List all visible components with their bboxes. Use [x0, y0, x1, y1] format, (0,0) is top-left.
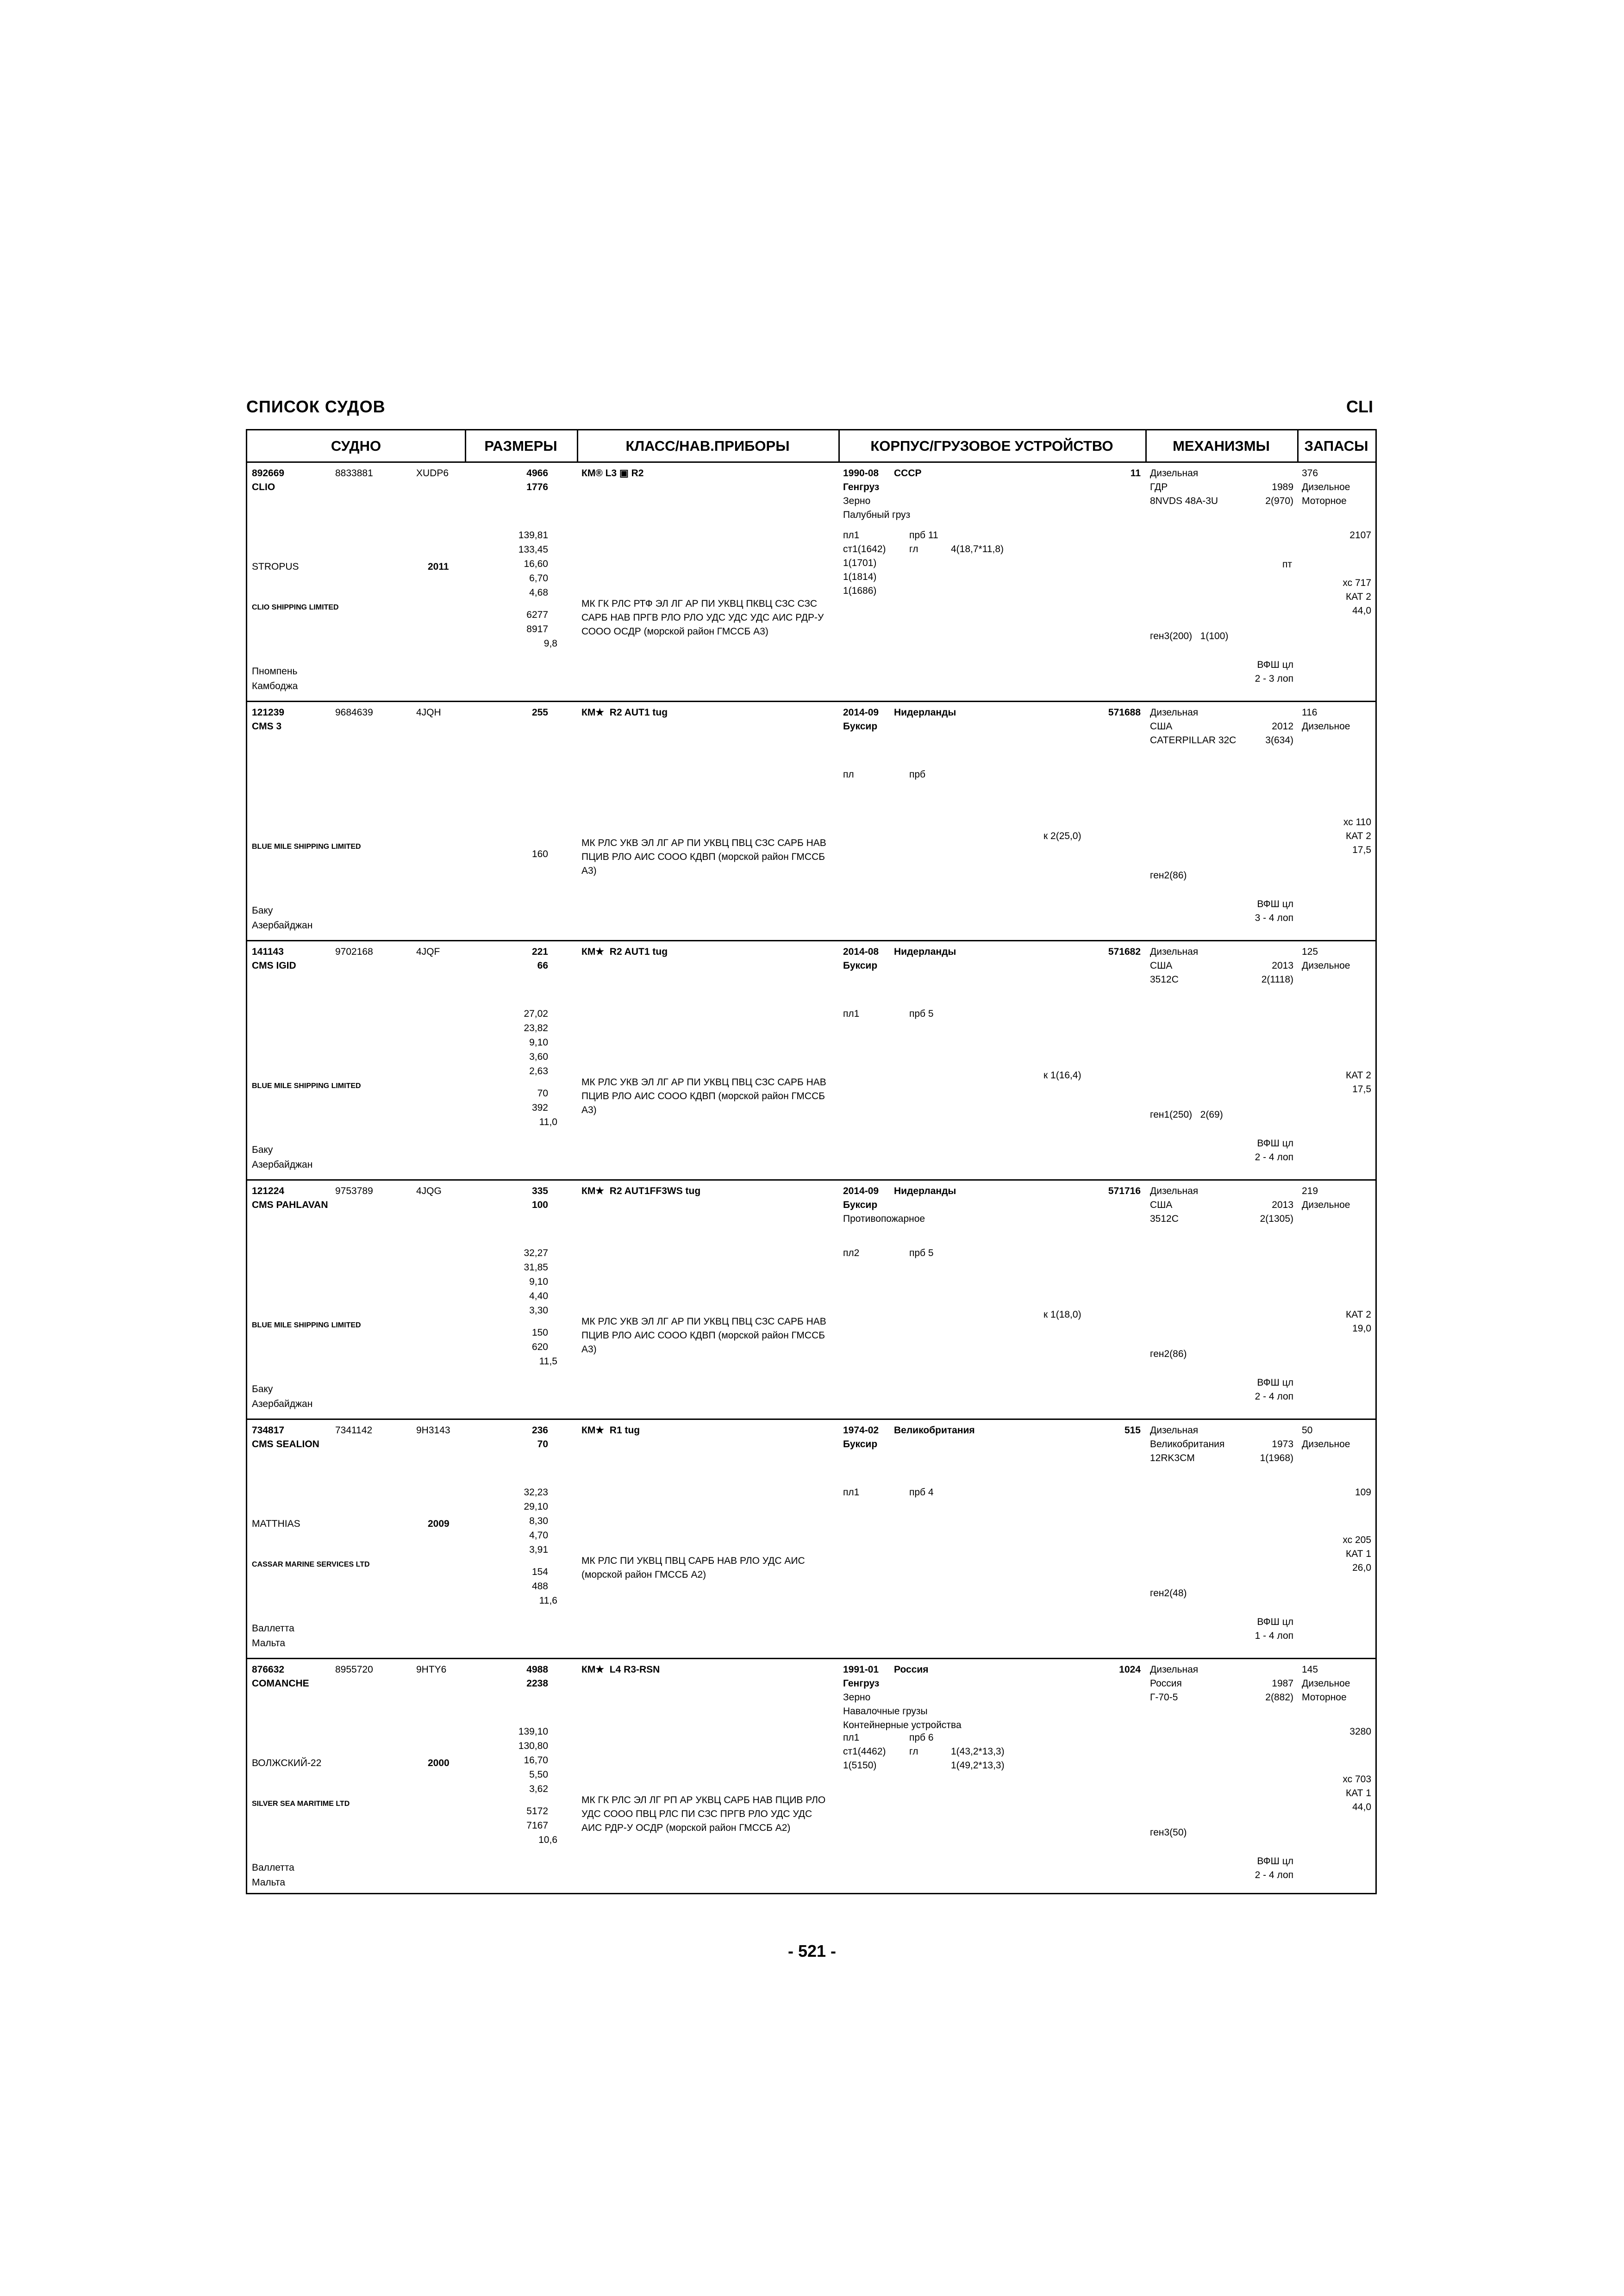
former-name: STROPUS — [252, 561, 299, 572]
owner-name: SILVER SEA MARITIME LTD — [252, 1800, 350, 1808]
supply-xc: 17,5 — [1352, 845, 1371, 855]
net-tonnage: 100 — [531, 1200, 548, 1210]
deadweight-value: 6277 — [526, 610, 548, 620]
col-dimensions: РАЗМЕРЫ — [465, 430, 577, 463]
build-date: 1990-08 — [843, 468, 879, 479]
supply-xc: КАТ 2 — [1346, 831, 1371, 841]
engine-power: 2(1305) — [1260, 1213, 1293, 1224]
engine-power: 2(1118) — [1261, 974, 1293, 985]
dimension-value: 8,30 — [529, 1516, 548, 1526]
net-tonnage: 66 — [537, 960, 548, 971]
propeller-type: ВФШ цл — [1257, 1377, 1293, 1388]
build-date: 1991-01 — [843, 1664, 879, 1675]
hull-type: Генгруз — [843, 1678, 880, 1689]
hatch-info: прб 5 — [909, 1248, 934, 1258]
hull-type: Генгруз — [843, 482, 880, 492]
machinery-info: ГДР — [1150, 482, 1168, 492]
crane-info: к 1(16,4) — [1043, 1070, 1081, 1081]
col-hull: КОРПУС/ГРУЗОВОЕ УСТРОЙСТВО — [838, 430, 1145, 463]
machinery-info: Великобритания — [1150, 1439, 1225, 1450]
home-port: Баку — [252, 1145, 273, 1155]
former-name: ВОЛЖСКИЙ-22 — [252, 1758, 322, 1768]
hatch-info: прб 11 — [909, 530, 938, 541]
class-notation: КМ® L3 ▣ R2 — [581, 468, 644, 479]
deadweight-value: 160 — [531, 849, 548, 859]
registry-number: 121239 — [252, 707, 285, 718]
dimension-value: 32,23 — [524, 1487, 548, 1498]
engine-year: 1973 — [1272, 1439, 1293, 1450]
dimension-value: 32,27 — [524, 1248, 548, 1258]
dimension-value: 3,62 — [529, 1784, 548, 1794]
vessel-name: COMANCHE — [252, 1678, 309, 1689]
build-country: Нидерланды — [894, 946, 956, 957]
build-date: 2014-09 — [843, 707, 879, 718]
net-tonnage: 2238 — [526, 1678, 548, 1689]
build-date: 2014-08 — [843, 946, 879, 957]
page-header-code: CLI — [1346, 397, 1373, 416]
dimension-value: 16,70 — [524, 1755, 548, 1766]
engine-year: 2012 — [1272, 721, 1293, 732]
hatch-info: прб 4 — [909, 1487, 934, 1498]
dimension-value: 5,50 — [529, 1769, 548, 1780]
machinery-info: США — [1150, 960, 1173, 971]
deck-info: пл1 — [843, 1487, 860, 1498]
imo-number: 9702168 — [335, 946, 373, 957]
hatch-info: прб 5 — [909, 1008, 934, 1019]
supply-value: Дизельное — [1302, 1439, 1350, 1450]
nav-equipment: МК РЛС УКВ ЭЛ ЛГ АР ПИ УКВЦ ПВЦ СЗС САРБ НАВ ПЦИВ РЛО АИС СООО КДВП (морской район ГМССБ А3) — [581, 1077, 826, 1115]
machinery-info: CATERPILLAR 32C — [1150, 735, 1237, 746]
registry-number: 876632 — [252, 1664, 285, 1675]
propeller-type: ВФШ цл — [1257, 1617, 1293, 1627]
dimension-value: 4,68 — [529, 587, 548, 598]
supply-xc: КАТ 2 — [1346, 1070, 1371, 1081]
net-tonnage: 70 — [537, 1439, 548, 1450]
propeller-blades: 3 - 4 лоп — [1255, 913, 1293, 923]
yard-number: 571688 — [1108, 707, 1141, 718]
machinery-info: Дизельная — [1150, 1186, 1199, 1196]
displacement-value: 8917 — [526, 624, 548, 635]
col-class: КЛАСС/НАВ.ПРИБОРЫ — [577, 430, 838, 463]
deck-info: 1(1814) — [843, 572, 877, 582]
supply-value: 50 — [1302, 1425, 1313, 1436]
vessel-name: CMS 3 — [252, 721, 282, 732]
deck-info: ст1(1642) — [843, 544, 886, 554]
registry-number: 734817 — [252, 1425, 285, 1436]
engine-power: 2(970) — [1265, 496, 1293, 506]
flag-state: Камбоджа — [252, 681, 298, 691]
yard-number: 515 — [1124, 1425, 1141, 1436]
ship-record — [247, 1420, 1375, 1659]
cargo-gear: 4(18,7*11,8) — [951, 544, 1004, 554]
flag-state: Мальта — [252, 1638, 286, 1649]
machinery-info: Дизельная — [1150, 468, 1199, 479]
machinery-info: 12RK3CM — [1150, 1453, 1195, 1463]
supply-pt: пт — [1282, 559, 1292, 570]
cargo-gear: 1(49,2*13,3) — [951, 1760, 1005, 1771]
callsign: 9H3143 — [416, 1425, 450, 1436]
supply-value: Дизельное — [1302, 721, 1350, 732]
supply-xc: КАТ 1 — [1346, 1549, 1371, 1559]
generator-info: ген2(86) — [1150, 1349, 1187, 1359]
dimension-value: 16,60 — [524, 559, 548, 569]
dimension-value: 133,45 — [518, 544, 548, 555]
propeller-blades: 2 - 4 лоп — [1255, 1152, 1293, 1163]
ship-record — [247, 463, 1375, 702]
dimension-value: 4,70 — [529, 1530, 548, 1541]
hatch-info: гл — [909, 544, 918, 554]
hull-type: Противопожарное — [843, 1213, 925, 1224]
dimension-value: 9,10 — [529, 1037, 548, 1048]
class-notation: КМ★ R2 AUT1 tug — [581, 707, 668, 718]
imo-number: 9684639 — [335, 707, 373, 718]
col-vessel: СУДНО — [247, 430, 465, 463]
col-supplies: ЗАПАСЫ — [1297, 430, 1375, 463]
flag-state: Мальта — [252, 1877, 286, 1888]
supply-value: Моторное — [1302, 1692, 1347, 1703]
page-number: - 521 - — [787, 1941, 837, 1960]
dimension-value: 130,80 — [518, 1741, 548, 1751]
deadweight-value: 150 — [531, 1327, 548, 1338]
supply-value: 376 — [1302, 468, 1318, 479]
hull-type: Палубный груз — [843, 510, 911, 520]
dimension-value: 139,81 — [518, 530, 548, 541]
generator-info: ген3(200) 1(100) — [1150, 631, 1229, 641]
home-port: Валлетта — [252, 1623, 294, 1634]
nav-equipment: МК РЛС УКВ ЭЛ ЛГ АР ПИ УКВЦ ПВЦ СЗС САРБ НАВ ПЦИВ РЛО АИС СООО КДВП (морской район ГМССБ А3) — [581, 1316, 826, 1355]
propeller-blades: 2 - 3 лоп — [1255, 673, 1293, 684]
former-name-year: 2011 — [428, 561, 449, 572]
supply-value: 145 — [1302, 1664, 1318, 1675]
propeller-blades: 2 - 4 лоп — [1255, 1391, 1293, 1402]
dimension-value: 29,10 — [524, 1501, 548, 1512]
engine-year: 2013 — [1272, 1200, 1293, 1210]
displacement-value: 392 — [531, 1102, 548, 1113]
dimension-value: 4,40 — [529, 1291, 548, 1301]
supply-value: Дизельное — [1302, 960, 1350, 971]
supply-value: Моторное — [1302, 496, 1347, 506]
imo-number: 8833881 — [335, 468, 373, 479]
speed-value: 11,0 — [539, 1117, 557, 1127]
speed-value: 11,6 — [539, 1595, 557, 1606]
gross-tonnage: 236 — [531, 1425, 548, 1436]
engine-power: 1(1968) — [1260, 1453, 1293, 1463]
flag-state: Азербайджан — [252, 1399, 313, 1409]
ship-record — [247, 1181, 1375, 1420]
deadweight-value: 70 — [537, 1088, 548, 1099]
supply-xc: хс 205 — [1343, 1535, 1371, 1545]
former-name: MATTHIAS — [252, 1518, 300, 1529]
speed-value: 11,5 — [539, 1356, 557, 1367]
build-date: 1974-02 — [843, 1425, 879, 1436]
hull-type: Зерно — [843, 1692, 871, 1703]
dimension-value: 3,60 — [529, 1052, 548, 1062]
propeller-type: ВФШ цл — [1257, 899, 1293, 909]
ship-list-table — [246, 429, 1377, 1894]
flag-state: Азербайджан — [252, 920, 313, 931]
supply-xc: 26,0 — [1352, 1562, 1371, 1573]
ship-record — [247, 941, 1375, 1181]
machinery-info: Дизельная — [1150, 946, 1199, 957]
supply-xc: КАТ 2 — [1346, 591, 1371, 602]
build-country: Великобритания — [894, 1425, 975, 1436]
propeller-type: ВФШ цл — [1257, 1856, 1293, 1867]
col-machinery: МЕХАНИЗМЫ — [1145, 430, 1297, 463]
registry-number: 141143 — [252, 946, 284, 957]
machinery-info: США — [1150, 1200, 1173, 1210]
crane-info: к 1(18,0) — [1043, 1309, 1081, 1320]
build-country: Нидерланды — [894, 707, 956, 718]
registry-number: 892669 — [252, 468, 285, 479]
supply-xc: 17,5 — [1352, 1084, 1371, 1095]
vessel-name: CMS PAHLAVAN — [252, 1200, 328, 1210]
deck-info: 1(1701) — [843, 558, 877, 568]
class-notation: КМ★ R2 AUT1 tug — [581, 946, 668, 957]
displacement-value: 7167 — [526, 1820, 548, 1831]
gross-tonnage: 255 — [531, 707, 548, 718]
generator-info: ген3(50) — [1150, 1827, 1187, 1838]
cargo-gear: 1(43,2*13,3) — [951, 1746, 1005, 1757]
hull-type: Контейнерные устройства — [843, 1720, 962, 1730]
generator-info: ген2(48) — [1150, 1588, 1187, 1599]
yard-number: 1024 — [1119, 1664, 1141, 1675]
supply-value: Дизельное — [1302, 482, 1350, 492]
home-port: Баку — [252, 905, 273, 916]
vessel-name: CMS IGID — [252, 960, 296, 971]
supply-xc: 19,0 — [1352, 1323, 1371, 1334]
speed-value: 10,6 — [538, 1835, 557, 1845]
hull-type: Зерно — [843, 496, 871, 506]
supply-value: Дизельное — [1302, 1200, 1350, 1210]
machinery-info: Дизельная — [1150, 1425, 1199, 1436]
dimension-value: 139,10 — [518, 1726, 548, 1737]
hull-type: Навалочные грузы — [843, 1706, 928, 1717]
dimension-value: 31,85 — [524, 1262, 548, 1273]
gross-tonnage: 335 — [531, 1186, 548, 1196]
supply-value: 125 — [1302, 946, 1318, 957]
build-country: Россия — [894, 1664, 929, 1675]
registry-number: 121224 — [252, 1186, 285, 1196]
deadweight-value: 154 — [531, 1567, 548, 1577]
dimension-value: 2,63 — [529, 1066, 548, 1076]
hull-type: Буксир — [843, 960, 878, 971]
supply-xc: хс 703 — [1343, 1774, 1371, 1785]
dimension-value: 3,30 — [529, 1305, 548, 1316]
build-country: Нидерланды — [894, 1186, 956, 1196]
gross-tonnage: 4988 — [526, 1664, 548, 1675]
hull-type: Буксир — [843, 721, 878, 732]
deck-info: пл2 — [843, 1248, 860, 1258]
machinery-info: 8NVDS 48A-3U — [1150, 496, 1218, 506]
supply-xc: 44,0 — [1352, 1802, 1371, 1812]
engine-year: 1989 — [1272, 482, 1293, 492]
supply-value: 219 — [1302, 1186, 1318, 1196]
class-notation: КМ★ R2 AUT1FF3WS tug — [581, 1186, 701, 1196]
machinery-info: Г-70-5 — [1150, 1692, 1178, 1703]
deck-info: ст1(4462) — [843, 1746, 886, 1757]
gross-tonnage: 4966 — [526, 468, 548, 479]
dimension-value: 6,70 — [529, 573, 548, 584]
propeller-blades: 1 - 4 лоп — [1255, 1630, 1293, 1641]
flag-state: Азербайджан — [252, 1159, 313, 1170]
dimension-value: 9,10 — [529, 1276, 548, 1287]
owner-name: CASSAR MARINE SERVICES LTD — [252, 1561, 370, 1568]
deadweight-value: 5172 — [526, 1806, 548, 1817]
hull-type: Буксир — [843, 1200, 878, 1210]
gross-tonnage: 221 — [531, 946, 548, 957]
displacement-value: 620 — [531, 1342, 548, 1352]
nav-equipment: МК ГК РЛС РТФ ЭЛ ЛГ АР ПИ УКВЦ ПКВЦ СЗС СЗС САРБ НАВ ПРГВ РЛО РЛО УДС УДС УДС АИС РДР-У СООО ОСДР (морской район ГМССБ А3) — [581, 598, 824, 637]
build-date: 2014-09 — [843, 1186, 879, 1196]
owner-name: BLUE MILE SHIPPING LIMITED — [252, 843, 361, 851]
engine-power: 2(882) — [1265, 1692, 1293, 1703]
page-header-title: СПИСОК СУДОВ — [246, 397, 386, 416]
build-country: СССР — [894, 468, 922, 479]
crane-info: к 2(25,0) — [1043, 831, 1081, 841]
machinery-info: Россия — [1150, 1678, 1182, 1689]
nav-equipment: МК ГК РЛС ЭЛ ЛГ РП АР УКВЦ САРБ НАВ ПЦИВ РЛО УДС СООО ПВЦ РЛС ПИ СЗС ПРГВ РЛО УДС УДС АИС РДР-У ОСДР (морской район ГМССБ А2) — [581, 1795, 826, 1833]
home-port: Пномпень — [252, 666, 298, 677]
net-tonnage: 1776 — [526, 482, 548, 492]
former-name-year: 2000 — [428, 1758, 450, 1768]
vessel-name: CLIO — [252, 482, 275, 492]
hatch-info: прб 6 — [909, 1732, 934, 1743]
generator-info: ген2(86) — [1150, 870, 1187, 881]
owner-name: CLIO SHIPPING LIMITED — [252, 604, 339, 611]
machinery-info: Дизельная — [1150, 707, 1199, 718]
supply-value: Дизельное — [1302, 1678, 1350, 1689]
dimension-value: 27,02 — [524, 1008, 548, 1019]
supply-xc: хс 110 — [1343, 817, 1371, 828]
machinery-info: 3512C — [1150, 1213, 1179, 1224]
callsign: 9HTY6 — [416, 1664, 447, 1675]
machinery-info: США — [1150, 721, 1173, 732]
engine-power: 3(634) — [1265, 735, 1293, 746]
hatch-info: прб — [909, 769, 926, 780]
supply-xc: КАТ 1 — [1346, 1788, 1371, 1798]
propeller-blades: 2 - 4 лоп — [1255, 1870, 1293, 1880]
hatch-info: гл — [909, 1746, 918, 1757]
deck-info: пл1 — [843, 530, 860, 541]
deck-info: 1(1686) — [843, 585, 877, 596]
supply-value: 116 — [1302, 707, 1318, 718]
yard-number: 571682 — [1108, 946, 1141, 957]
owner-name: BLUE MILE SHIPPING LIMITED — [252, 1082, 361, 1090]
home-port: Валлетта — [252, 1862, 294, 1873]
vessel-name: CMS SEALION — [252, 1439, 319, 1450]
supply-capacity: 3280 — [1349, 1726, 1371, 1737]
imo-number: 9753789 — [335, 1186, 373, 1196]
propeller-type: ВФШ цл — [1257, 660, 1293, 670]
deck-info: пл1 — [843, 1732, 860, 1743]
supply-xc: КАТ 2 — [1346, 1309, 1371, 1320]
owner-name: BLUE MILE SHIPPING LIMITED — [252, 1321, 361, 1329]
supply-capacity: 2107 — [1349, 530, 1371, 541]
machinery-info: Дизельная — [1150, 1664, 1199, 1675]
imo-number: 8955720 — [335, 1664, 373, 1675]
nav-equipment: МК РЛС УКВ ЭЛ ЛГ АР ПИ УКВЦ ПВЦ СЗС САРБ НАВ ПЦИВ РЛО АИС СООО КДВП (морской район ГМССБ А3) — [581, 838, 826, 876]
supply-xc: 44,0 — [1352, 605, 1371, 616]
callsign: 4JQF — [416, 946, 440, 957]
class-notation: КМ★ L4 R3-RSN — [581, 1664, 660, 1675]
imo-number: 7341142 — [335, 1425, 373, 1436]
deck-info: 1(5150) — [843, 1760, 877, 1771]
machinery-info: 3512C — [1150, 974, 1179, 985]
propeller-type: ВФШ цл — [1257, 1138, 1293, 1149]
deck-info: пл — [843, 769, 854, 780]
yard-number: 571716 — [1108, 1186, 1141, 1196]
supply-xc: хс 717 — [1343, 578, 1371, 588]
yard-number: 11 — [1130, 468, 1141, 479]
deck-info: пл1 — [843, 1008, 860, 1019]
engine-year: 1987 — [1272, 1678, 1293, 1689]
callsign: 4JQH — [416, 707, 441, 718]
displacement-value: 488 — [531, 1581, 548, 1592]
ship-record — [247, 1659, 1375, 1898]
home-port: Баку — [252, 1384, 273, 1394]
callsign: 4JQG — [416, 1186, 442, 1196]
class-notation: КМ★ R1 tug — [581, 1425, 640, 1436]
generator-info: ген1(250) 2(69) — [1150, 1109, 1223, 1120]
supply-capacity: 109 — [1355, 1487, 1371, 1498]
speed-value: 9,8 — [543, 638, 557, 649]
former-name-year: 2009 — [428, 1518, 450, 1529]
engine-year: 2013 — [1272, 960, 1293, 971]
nav-equipment: МК РЛС ПИ УКВЦ ПВЦ САРБ НАВ РЛО УДС АИС (морской район ГМССБ А2) — [581, 1556, 805, 1580]
dimension-value: 23,82 — [524, 1023, 548, 1033]
hull-type: Буксир — [843, 1439, 878, 1450]
ship-record — [247, 702, 1375, 941]
dimension-value: 3,91 — [529, 1544, 548, 1555]
callsign: XUDP6 — [416, 468, 449, 479]
